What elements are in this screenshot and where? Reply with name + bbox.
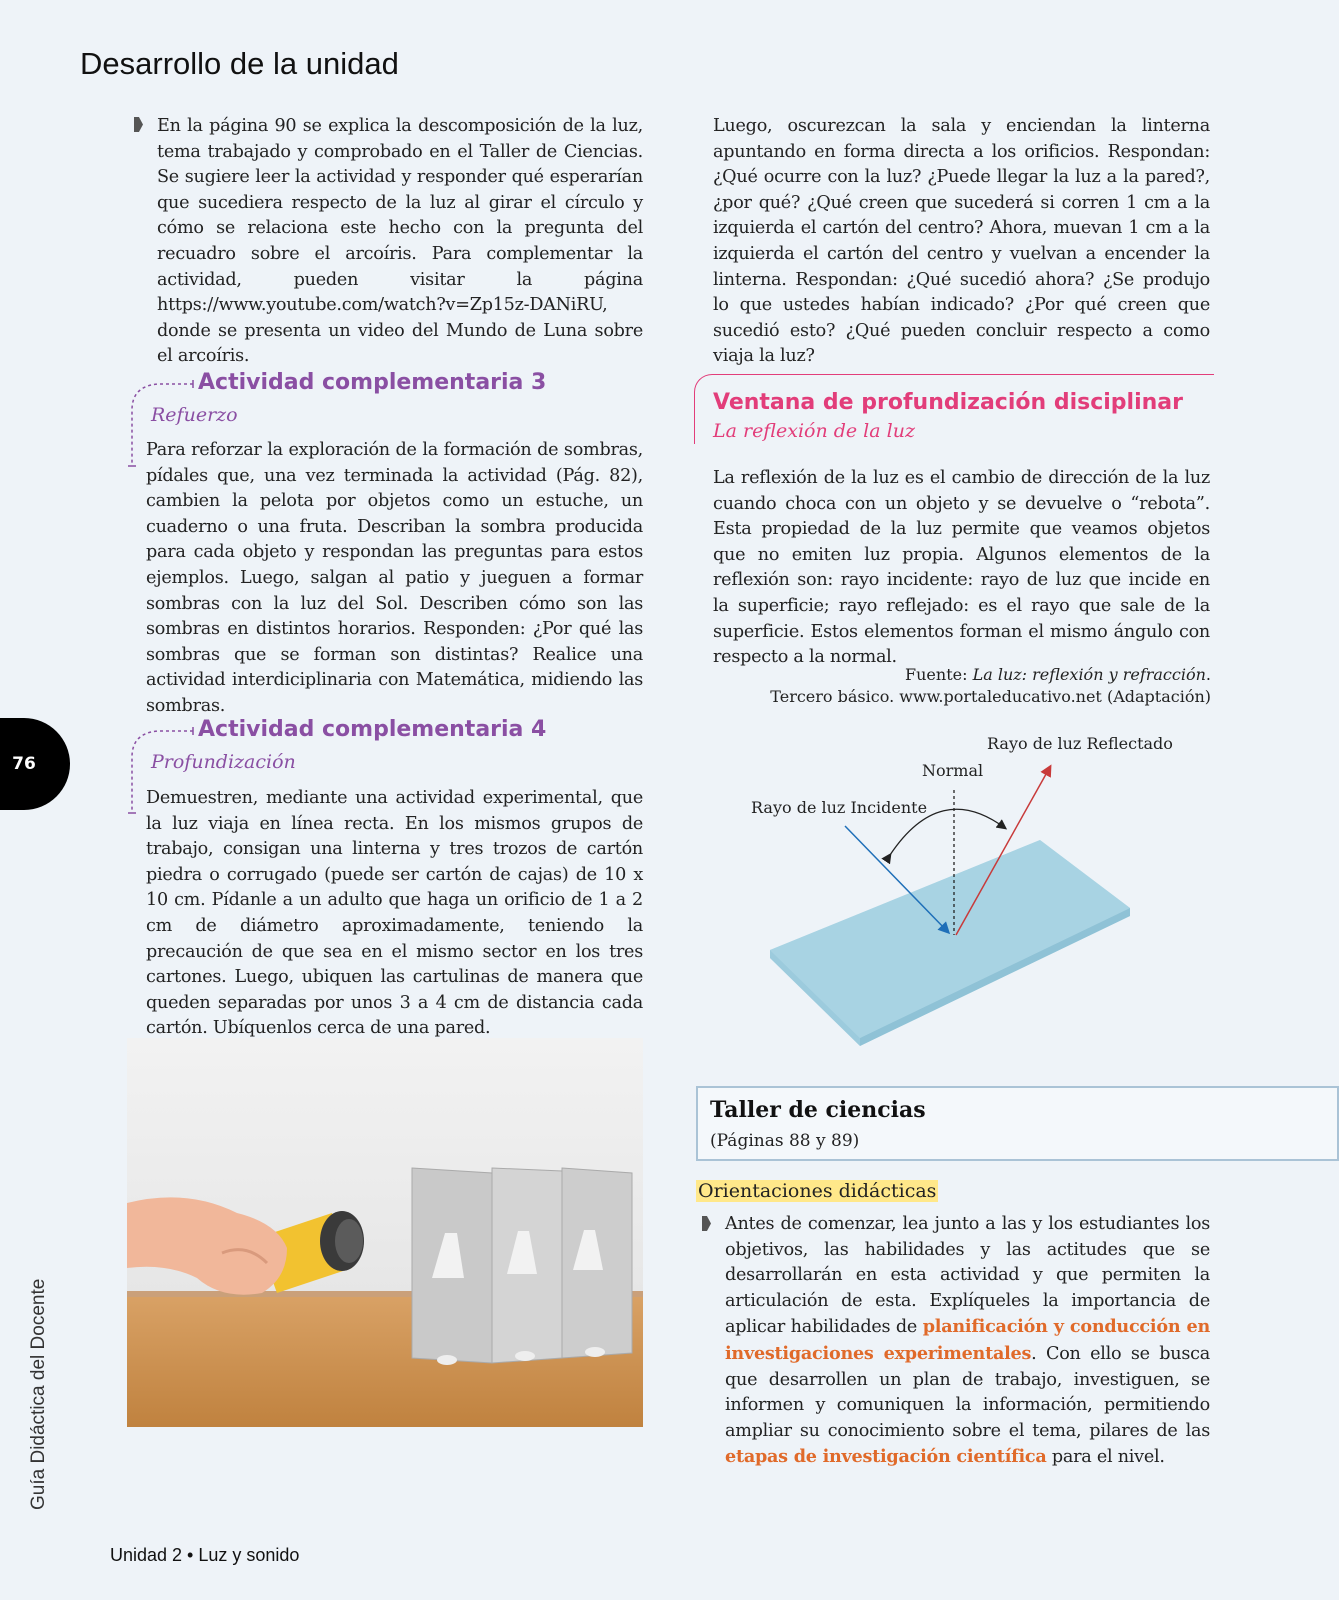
orientaciones-text-1: Antes de comenzar, lea junto a las y los estudiantes los objetivos, las habilidades y las actitudes que se desarrollarán en esta actividad y que permiten la articulación de esta. Explíqueles la importancia de aplicar habilidades de: [725, 1214, 1210, 1338]
reflection-diagram: [750, 750, 1150, 1050]
activity3-subtitle: Refuerzo: [151, 404, 238, 426]
guide-vertical-label: Guía Didáctica del Docente: [28, 1278, 49, 1510]
source-prefix: Fuente:: [905, 665, 973, 684]
taller-title: Taller de ciencias: [710, 1097, 926, 1123]
source-title: La luz: reflexión y refracción: [972, 665, 1206, 684]
source-line1: [905, 665, 1211, 684]
bullet-icon: [134, 117, 143, 132]
bullet-icon: [702, 1216, 711, 1231]
label-normal: Normal: [922, 761, 984, 780]
source-line2: Tercero básico. www.portaleducativo.net (Adaptación): [770, 687, 1211, 706]
activity3-title: Actividad complementaria 3: [198, 370, 547, 395]
label-reflected-ray: Rayo de luz Reflectado: [987, 734, 1173, 753]
activity4-subtitle: Profundización: [151, 751, 296, 773]
label-incident-ray: Rayo de luz Incidente: [751, 798, 928, 817]
orientaciones-body: [725, 1212, 1210, 1471]
intro-paragraph: En la página 90 se explica la descomposición de la luz, tema trabajado y comprobado en el Taller de Ciencias. Se sugiere leer la actividad y responder qué esperarían que sucediera respecto de la luz al girar el círculo y cómo se relaciona este hecho con la pregunta del recuadro sobre el arcoíris. Para complementar la actividad, pueden visitar la página https://www.youtube.com/watch?v=Zp15z-DANiRU, donde se presenta un video del Mundo de Luna sobre el arcoíris.: [157, 116, 643, 367]
orientaciones-highlight-1: planificación y conducción en investigaciones experimentales: [725, 1316, 1210, 1364]
page-title: Desarrollo de la unidad: [80, 46, 399, 81]
activity3-body: Para reforzar la exploración de la formación de sombras, pídales que, una vez terminada la actividad (Pág. 82), cambien la pelota por objetos como un estuche, un cuaderno o una fruta. Describan la sombra producida para cada objeto y respondan las preguntas para estos ejemplos. Luego, salgan al patio y jueguen a formar sombras con la luz del Sol. Describen cómo son las sombras en distintos horarios. Responden: ¿Por qué las sombras que se forman son distintas? Realice una actividad interdiciplinaria con Matemática, midiendo las sombras.: [146, 440, 643, 716]
taller-subtitle: (Páginas 88 y 89): [710, 1131, 860, 1151]
ventana-title: Ventana de profundización disciplinar: [713, 390, 1183, 415]
orientaciones-text-3: para el nivel.: [1046, 1447, 1165, 1468]
flashlight-experiment-photo: [127, 1038, 643, 1427]
page-number-tab: 76: [0, 718, 70, 810]
activity4-body: Demuestren, mediante una actividad experimental, que la luz viaja en línea recta. En los mismos grupos de trabajo, consigan una linterna y tres trozos de cartón piedra o corrugado (puede ser cartón de cajas) de 10 x 10 cm. Pídanle a un adulto que haga un orificio de 1 a 2 cm de diámetro aproximadamente, teniendo la precaución de que sea en el mismo sector en los tres cartones. Luego, ubiquen las cartulinas de manera que queden separadas por unos 3 a 4 cm de distancia cada cartón. Ubíquenlos cerca de una pared.: [146, 788, 643, 1039]
source-suffix: .: [1205, 665, 1211, 684]
continuation-paragraph: Luego, oscurezcan la sala y enciendan la linterna apuntando en forma directa a los orificios. Respondan: ¿Qué ocurre con la luz? ¿Puede llegar la luz a la pared?, ¿por qué? ¿Qué creen que sucederá si corren 1 cm a la izquierda el cartón del centro? Ahora, muevan 1 cm a la izquierda el cartón del centro y vuelvan a encender la linterna. Respondan: ¿Qué sucedió ahora? ¿Se produjo lo que ustedes habían indicado? ¿Por qué creen que sucedió esto? ¿Qué pueden concluir respecto a como viaja la luz?: [713, 116, 1210, 367]
orientaciones-text-2: . Con ello se busca que desarrollen un plan de trabajo, investiguen, se informen y comuniquen la información, permitiendo ampliar su conocimiento sobre el tema, pilares de las: [725, 1343, 1211, 1441]
ventana-body: La reflexión de la luz es el cambio de dirección de la luz cuando choca con un objeto y se devuelve o “rebota”. Esta propiedad de la luz permite que veamos objetos que no emiten luz propia. Algunos elementos de la reflexión son: rayo incidente: rayo de luz que incide en la superficie; rayo reflejado: es el rayo que sale de la superficie. Estos elementos forman el mismo ángulo con respecto a la normal.: [713, 468, 1210, 668]
ventana-subtitle: La reflexión de la luz: [713, 420, 915, 442]
activity4-title: Actividad complementaria 4: [198, 717, 547, 742]
orientaciones-highlight-2: etapas de investigación científica: [725, 1446, 1047, 1468]
orientaciones-heading: Orientaciones didácticas: [698, 1180, 937, 1202]
footer-unit-label: Unidad 2 • Luz y sonido: [110, 1545, 300, 1565]
